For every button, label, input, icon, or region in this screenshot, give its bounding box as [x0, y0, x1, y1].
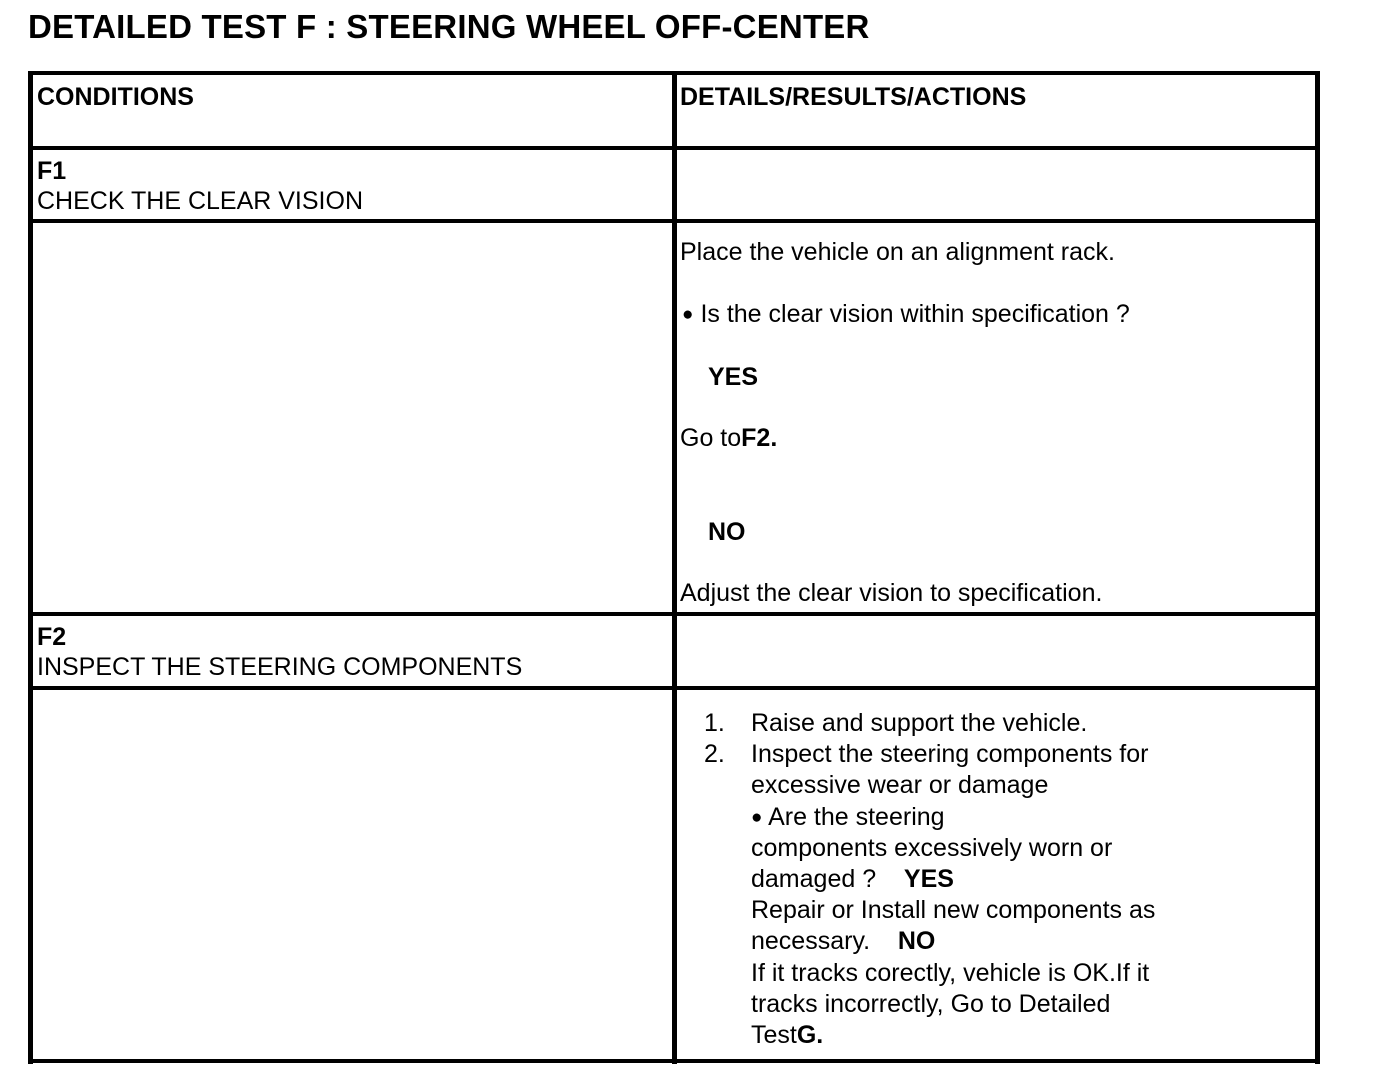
f1-instruction: Place the vehicle on an alignment rack. — [680, 238, 1115, 266]
f2-yes-label: YES — [903, 865, 954, 894]
list-item-text: Inspect the steering components for — [751, 740, 1149, 769]
f2-no-target: G. — [796, 1021, 824, 1050]
header-conditions: CONDITIONS — [37, 83, 194, 111]
step-code-f1: F1 — [37, 157, 67, 185]
list-item-text: Raise and support the vehicle. — [751, 709, 1088, 737]
list-number: 2. — [704, 740, 725, 769]
f2-yes-action: Repair or Install new components as — [751, 896, 1156, 925]
table-border-bottom — [28, 1059, 1320, 1063]
bullet-icon: ● — [682, 304, 694, 325]
row-divider — [28, 219, 1320, 223]
condition-f2: INSPECT THE STEERING COMPONENTS — [37, 653, 523, 681]
bullet-icon: ● — [751, 806, 763, 828]
f2-question-yes — [751, 864, 1304, 895]
f2-no-action: tracks incorrectly, Go to Detailed — [751, 989, 1111, 1018]
row-divider — [28, 612, 1320, 616]
f1-question — [682, 299, 1130, 330]
list-item — [704, 739, 1304, 1051]
row-divider — [28, 146, 1320, 150]
f2-question — [751, 802, 1304, 833]
f1-question-text: Is the clear vision within specification ? — [700, 300, 1130, 328]
f1-yes-prefix: Go to — [680, 424, 742, 452]
f1-yes-action — [680, 423, 777, 453]
f2-instructions — [704, 708, 1304, 1051]
f1-no-label: NO — [708, 518, 746, 546]
f2-yes-no — [751, 926, 1304, 957]
f1-no-action: Adjust the clear vision to specification. — [680, 579, 1103, 607]
list-number: 1. — [704, 709, 725, 737]
f2-no-label: NO — [897, 927, 936, 956]
condition-f1: CHECK THE CLEAR VISION — [37, 187, 364, 215]
f1-yes-target: F2. — [741, 424, 778, 452]
header-details: DETAILS/RESULTS/ACTIONS — [680, 83, 1027, 111]
f2-question-line: Are the steering — [768, 802, 945, 831]
f2-question-line: damaged ? — [751, 865, 877, 894]
page-title: DETAILED TEST F : STEERING WHEEL OFF-CENTER — [28, 8, 870, 45]
step-code-f2: F2 — [37, 623, 67, 651]
f2-yes-action: necessary. — [751, 927, 871, 956]
f2-no-action-final — [751, 1020, 1304, 1051]
list-item — [704, 708, 1304, 739]
f2-no-prefix: Test — [751, 1021, 797, 1050]
row-divider — [28, 686, 1320, 690]
f1-yes-label: YES — [708, 363, 759, 391]
table-border-top — [28, 71, 1320, 75]
f2-question-line: components excessively worn or — [751, 833, 1113, 862]
f2-no-action: If it tracks corectly, vehicle is OK.If it — [751, 958, 1150, 987]
list-item-text: excessive wear or damage — [751, 771, 1049, 800]
